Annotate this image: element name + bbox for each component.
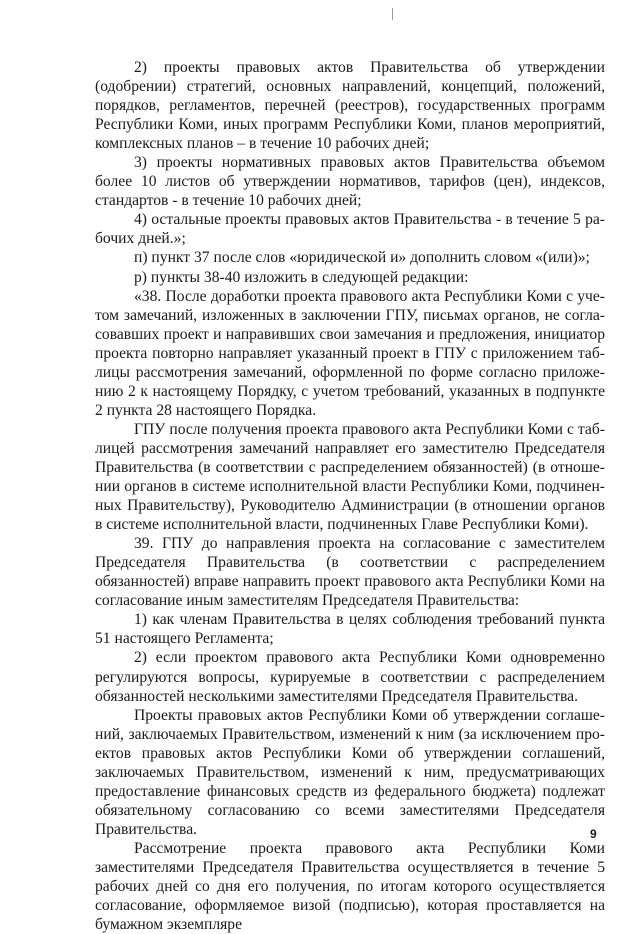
- document-body: [95, 58, 605, 934]
- paragraph-clause-38: «38. После доработки проекта правового акта Республики Коми с учетом замечаний, изложенных в заключении ГПУ, письмах органов, не согласовавших проект и направивших свои замечания и предложения, инициатор проекта повторно направляет указанный проект в ГПУ с приложением таблицы рассмотрения замечаний, оформленной по форме согласно приложению 2 к настоящему Порядку, с учетом требований, указанных в подпункте 2 пункта 28 настоящего Порядка.: [95, 287, 605, 419]
- paragraph-subitem-p-clause-37: п) пункт 37 после слов «юридической и» дополнить словом «(или)»;: [134, 249, 590, 267]
- paragraph-clause-39: 39. ГПУ до направления проекта на согласование с заместителем Председателя Правительства (в соответствии с распределением обязанностей) вправе направить проект правового акта Республики Коми на согласование иным заместителям Председателя Правительства:: [95, 535, 605, 610]
- paragraph-item-3-normative-acts: 3) проекты нормативных правовых актов Правительства объемом более 10 листов об утверждении нормативов, тарифов (цен), индексов, стандартов - в течение 10 рабочих дней;: [95, 154, 605, 210]
- page-number: 9: [590, 827, 597, 841]
- paragraph-gpu-after-receipt: ГПУ после получения проекта правового акта Республики Коми с таблицей рассмотрения замечаний направляет его заместителю Председателя Правительства (в соответствии с распределением обязанностей) (в отношении органов в системе исполнительной власти Республики Коми, подчиненных Правительству), Руководителю Администрации (в отношении органов в системе исполнительной власти, подчиненных Главе Республики Коми).: [95, 420, 605, 534]
- paragraph-review-by-deputies: Рассмотрение проекта правового акта Республики Коми заместителями Председателя Правительства осуществляется в течение 5 рабочих дней со дня его получения, по итогам которого осуществляется согласование, оформляемое визой (подписью), которая проставляется на бумажном экземпляре: [95, 839, 605, 934]
- paragraph-item-1-government-members: 1) как членам Правительства в целях соблюдения требований пункта 51 настоящего Регламента;: [95, 611, 605, 648]
- paragraph-item-2-strategies: 2) проекты правовых актов Правительства об утверждении (одобрении) стратегий, основных направлений, концепций, положений, порядков, регламентов, перечней (реестров), государственных программ Республики Коми, иных программ Республики Коми, планов мероприятий, комплексных планов – в течение 10 рабочих дней;: [95, 59, 605, 153]
- paragraph-item-2-multiple-deputies: 2) если проектом правового акта Республики Коми одновременно регулируются вопросы, курируемые в соответствии с распределением обязанностей несколькими заместителями Председателя Правительства.: [95, 649, 605, 705]
- paragraph-item-4-other-acts: 4) остальные проекты правовых актов Правительства - в течение 5 рабочих дней.»;: [95, 211, 605, 248]
- paragraph-subitem-r-clauses-38-40: р) пункты 38-40 изложить в следующей редакции:: [134, 268, 469, 286]
- paragraph-agreements-approval: Проекты правовых актов Республики Коми об утверждении соглашений, заключаемых Правительством, изменений к ним (за исключением проектов правовых актов Республики Коми об утверждении соглашений, заключаемых Правительством, изменений к ним, предусматривающих предоставление финансовых средств из федерального бюджета) подлежат обязательному согласованию со всеми заместителями Председателя Правительства.: [95, 706, 605, 838]
- scan-artifact-mark: [392, 8, 393, 20]
